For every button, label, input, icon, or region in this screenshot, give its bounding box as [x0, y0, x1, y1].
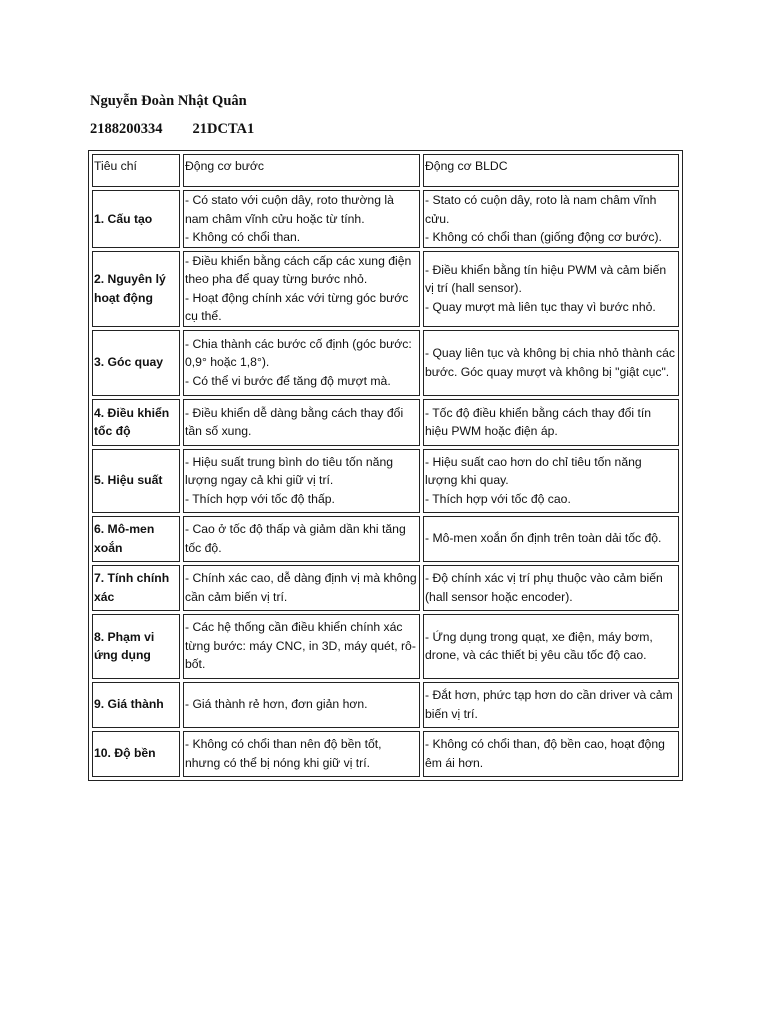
stepper-cell — [183, 682, 420, 728]
bldc-cell — [423, 516, 679, 562]
bldc-text: - Độ chính xác vị trí phụ thuộc vào cảm biến (hall sensor hoặc encoder). — [425, 571, 663, 604]
criterion-cell: 9. Giá thành — [92, 682, 180, 728]
criterion-cell: 10. Độ bền — [92, 731, 180, 777]
column-header-criteria: Tiêu chí — [92, 154, 180, 187]
criterion-cell: 5. Hiệu suất — [92, 449, 180, 513]
stepper-text: - Không có chổi than. — [185, 230, 301, 244]
stepper-text: - Cao ở tốc độ thấp và giảm dần khi tăng tốc độ. — [185, 522, 406, 555]
criterion-cell: 3. Góc quay — [92, 330, 180, 396]
stepper-cell — [183, 449, 420, 513]
bldc-text: - Không có chổi than, độ bền cao, hoạt động êm ái hơn. — [425, 737, 665, 770]
criterion-cell: 7. Tính chính xác — [92, 565, 180, 611]
student-info — [90, 120, 254, 148]
bldc-text: - Quay liên tục và không bị chia nhỏ thành các bước. Góc quay mượt và không bị "giật cục". — [425, 346, 675, 379]
bldc-text: - Thích hợp với tốc độ cao. — [425, 491, 571, 506]
column-header-stepper: Động cơ bước — [183, 154, 420, 187]
stepper-text: - Giá thành rẻ hơn, đơn giản hơn. — [185, 697, 368, 712]
stepper-text: - Các hệ thống cần điều khiển chính xác từng bước: máy CNC, in 3D, máy quét, rô-bốt. — [185, 620, 416, 672]
stepper-cell — [183, 190, 420, 248]
stepper-text: - Thích hợp với tốc độ thấp. — [185, 491, 335, 506]
student-id: 2188200334 — [90, 121, 163, 137]
table-row — [92, 330, 679, 396]
bldc-text: - Tốc độ điều khiển bằng cách thay đổi tín hiệu PWM hoặc điện áp. — [425, 405, 652, 438]
bldc-text: - Đắt hơn, phức tạp hơn do cần driver và cảm biến vị trí. — [425, 688, 673, 721]
stepper-text: - Hoạt động chính xác với từng góc bước cụ thể. — [185, 290, 409, 323]
table-row — [92, 516, 679, 562]
bldc-text: - Quay mượt mà liên tục thay vì bước nhỏ. — [425, 299, 656, 314]
author-name: Nguyễn Đoàn Nhật Quân — [90, 93, 247, 109]
stepper-cell — [183, 251, 420, 327]
bldc-text: - Stato có cuộn dây, roto là nam châm vĩnh cửu. — [425, 193, 657, 226]
bldc-text: - Không có chổi than (giống động cơ bước). — [425, 230, 662, 244]
table-row — [92, 190, 679, 248]
table-row — [92, 251, 679, 327]
bldc-cell — [423, 731, 679, 777]
table-row — [92, 565, 679, 611]
table-header-row — [92, 154, 679, 187]
bldc-cell — [423, 682, 679, 728]
stepper-text: - Điều khiển bằng cách cấp các xung điện theo pha để quay từng bước nhỏ. — [185, 253, 412, 286]
table-row — [92, 731, 679, 777]
bldc-cell — [423, 330, 679, 396]
bldc-cell — [423, 190, 679, 248]
criterion-cell: 2. Nguyên lý hoạt động — [92, 251, 180, 327]
document-header — [90, 92, 254, 148]
stepper-text: - Không có chổi than nên độ bền tốt, nhưng có thể bị nóng khi giữ vị trí. — [185, 737, 382, 770]
bldc-cell — [423, 614, 679, 679]
stepper-text: - Có stato với cuộn dây, roto thường là nam châm vĩnh cửu hoặc từ tính. — [185, 193, 394, 226]
bldc-text: - Mô-men xoắn ổn định trên toàn dải tốc độ. — [425, 531, 662, 546]
criterion-cell: 1. Cấu tạo — [92, 190, 180, 248]
criterion-cell: 8. Phạm vi ứng dụng — [92, 614, 180, 679]
comparison-table — [88, 150, 683, 781]
column-header-bldc: Động cơ BLDC — [423, 154, 679, 187]
table-row — [92, 399, 679, 446]
criterion-cell: 6. Mô-men xoắn — [92, 516, 180, 562]
stepper-cell — [183, 614, 420, 679]
bldc-cell — [423, 251, 679, 327]
stepper-cell — [183, 330, 420, 396]
stepper-cell — [183, 731, 420, 777]
criterion-cell: 4. Điều khiển tốc độ — [92, 399, 180, 446]
stepper-text: - Có thể vi bước để tăng độ mượt mà. — [185, 373, 391, 388]
stepper-text: - Điều khiển dễ dàng bằng cách thay đổi tần số xung. — [185, 405, 404, 438]
class-code: 21DCTA1 — [192, 121, 255, 137]
table-row — [92, 682, 679, 728]
bldc-cell — [423, 565, 679, 611]
table-row — [92, 449, 679, 513]
table-row — [92, 614, 679, 679]
stepper-cell — [183, 399, 420, 446]
bldc-cell — [423, 399, 679, 446]
stepper-text: - Chính xác cao, dễ dàng định vị mà không cần cảm biến vị trí. — [185, 571, 417, 604]
bldc-text: - Điều khiển bằng tín hiệu PWM và cảm biến vị trí (hall sensor). — [425, 262, 667, 296]
stepper-cell — [183, 565, 420, 611]
bldc-cell — [423, 449, 679, 513]
stepper-cell — [183, 516, 420, 562]
stepper-text: - Hiệu suất trung bình do tiêu tốn năng lượng ngay cả khi giữ vị trí. — [185, 454, 394, 488]
bldc-text: - Hiệu suất cao hơn do chỉ tiêu tốn năng lượng khi quay. — [425, 454, 642, 488]
bldc-text: - Ứng dụng trong quạt, xe điện, máy bơm, drone, và các thiết bị yêu cầu tốc độ cao. — [425, 629, 653, 662]
stepper-text: - Chia thành các bước cố định (góc bước: 0,9° hoặc 1,8°). — [185, 336, 412, 370]
